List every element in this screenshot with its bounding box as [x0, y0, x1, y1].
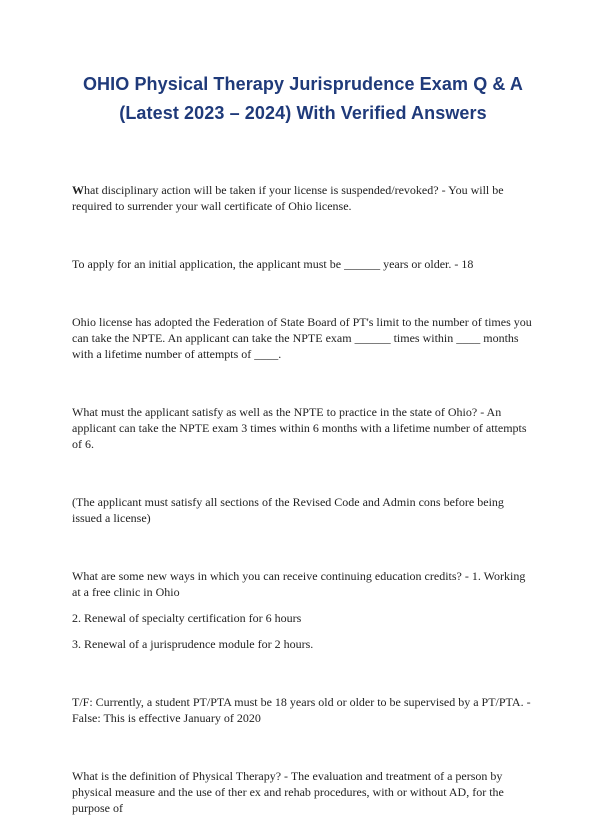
qa-text: hat disciplinary action will be taken if your license is suspended/revoked? - You will be required to surrender your wall certificate of Ohio license. [72, 183, 504, 213]
qa-definition-physical-therapy: What is the definition of Physical Therapy? - The evaluation and treatment of a person by physical measure and the use of ther ex and rehab procedures, with or without AD, for the purpose of [72, 769, 504, 815]
qa-student-supervision: T/F: Currently, a student PT/PTA must be 18 years old or older to be supervised by a PT/PTA. - False: This is effective January of 2020 [72, 695, 531, 725]
qa-initial-application-age: To apply for an initial application, the applicant must be ______ years or older. - 18 [72, 257, 474, 271]
document-title [72, 0, 534, 128]
qa-applicant-note: (The applicant must satisfy all sections of the Revised Code and Admin cons before being issued a license) [72, 495, 504, 525]
document-body [72, 182, 534, 816]
qa-continuing-education: What are some new ways in which you can receive continuing education credits? - 1. Working at a free clinic in Ohio [72, 569, 526, 599]
title-line-1: OHIO Physical Therapy Jurisprudence Exam Q & A [82, 74, 524, 94]
qa-ce-item-3: 3. Renewal of a jurisprudence module for 2 hours. [72, 637, 314, 651]
title-line-2: (Latest 2023 – 2024) With Verified Answers [119, 103, 487, 123]
qa-applicant-requirements: What must the applicant satisfy as well as the NPTE to practice in the state of Ohio? - An applicant can take the NPTE exam 3 times within 6 months with a lifetime number of attempts of 6. [72, 405, 527, 451]
qa-disciplinary-action [72, 182, 534, 214]
qa-ce-item-2: 2. Renewal of specialty certification for 6 hours [72, 611, 302, 625]
qa-npte-limit: Ohio license has adopted the Federation of State Board of PT's limit to the number of times you can take the NPTE. An applicant can take the NPTE exam ______ times within ____ months with a lifetime number of attempts of ____. [72, 315, 532, 361]
drop-letter: W [72, 183, 84, 197]
